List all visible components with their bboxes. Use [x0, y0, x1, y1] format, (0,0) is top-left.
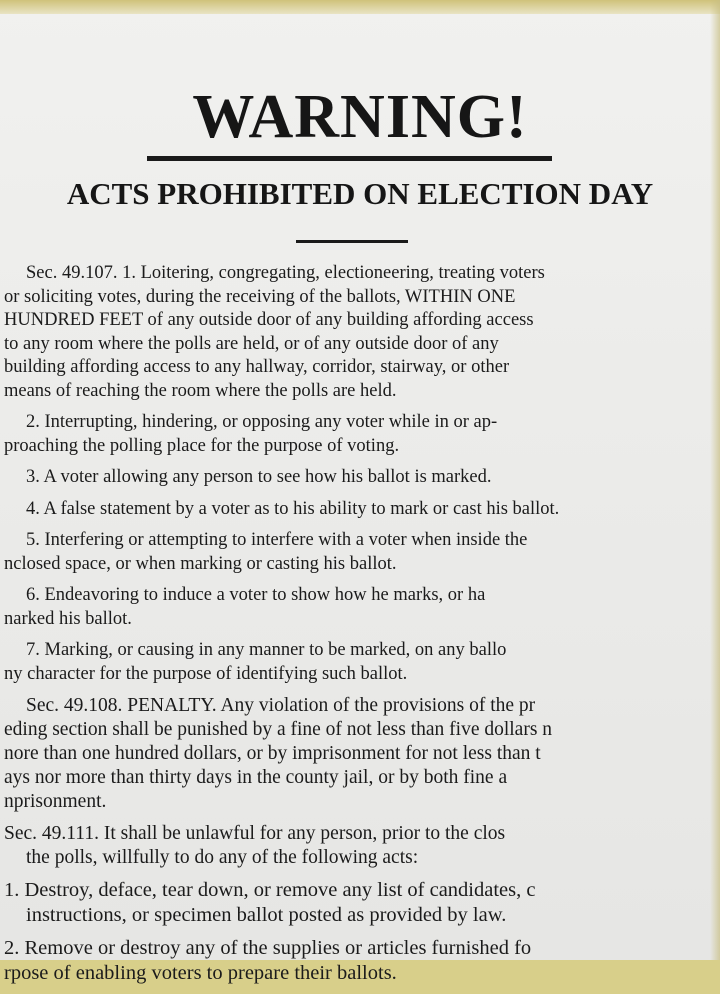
section-49-107-item-5 [4, 529, 720, 576]
statute-text [4, 262, 720, 994]
text-line: rpose of enabling voters to prepare their ballots. [4, 962, 397, 984]
text-line: nprisonment. [4, 791, 107, 812]
poster-title: WARNING! [192, 83, 528, 151]
text-line: means of reaching the room where the polls are held. [4, 380, 397, 401]
text-line: Sec. 49.107. 1. Loitering, congregating, electioneering, treating voters [26, 263, 545, 283]
text-line: ny character for the purpose of identifying such ballot. [4, 663, 408, 684]
text-line: ays nor more than thirty days in the county jail, or by both fine a [4, 767, 508, 788]
text-line: nclosed space, or when marking or casting his ballot. [4, 553, 397, 574]
section-49-111-item-2 [4, 936, 720, 986]
subtitle-divider [296, 240, 408, 243]
title-underline [147, 156, 552, 161]
section-49-111-item-1 [4, 878, 720, 928]
text-line: proaching the polling place for the purpose of voting. [4, 435, 400, 456]
section-49-107-item-2 [4, 411, 720, 458]
section-49-107-item-4 [4, 498, 720, 522]
text-line: 4. A false statement by a voter as to his ability to mark or cast his ballot. [26, 498, 560, 519]
text-line: narked his ballot. [4, 608, 132, 629]
text-line: instructions, or specimen ballot posted as provided by law. [26, 904, 507, 926]
text-line: 1. Destroy, deface, tear down, or remove any list of candidates, c [4, 879, 536, 901]
text-line: 7. Marking, or causing in any manner to be marked, on any ballo [26, 640, 507, 660]
section-49-107-item-6 [4, 584, 720, 631]
text-line: 6. Endeavoring to induce a voter to show how he marks, or ha [26, 585, 486, 605]
text-line: nore than one hundred dollars, or by imprisonment for not less than t [4, 743, 541, 764]
text-line: 2. Interrupting, hindering, or opposing any voter while in or ap- [26, 412, 498, 432]
text-line: HUNDRED FEET of any outside door of any building affording access [4, 310, 534, 330]
text-line: or soliciting votes, during the receiving of the ballots, WITHIN ONE [4, 286, 516, 307]
text-line: eding section shall be punished by a fine of not less than five dollars n [4, 719, 553, 740]
text-line: Sec. 49.111. It shall be unlawful for any person, prior to the clos [4, 823, 506, 844]
section-49-111 [4, 822, 720, 870]
text-line: the polls, willfully to do any of the following acts: [26, 847, 419, 868]
section-49-107-item-3 [4, 466, 720, 490]
poster-top-edge [0, 0, 720, 14]
text-line: 3. A voter allowing any person to see how his ballot is marked. [26, 467, 492, 487]
section-49-107-item-7 [4, 639, 720, 686]
section-49-107-item-1 [4, 262, 720, 403]
text-line: Sec. 49.108. PENALTY. Any violation of the provisions of the pr [26, 695, 536, 716]
text-line: building affording access to any hallway, corridor, stairway, or other [4, 357, 510, 377]
text-line: 5. Interfering or attempting to interfere with a voter when inside the [26, 530, 528, 550]
text-line: to any room where the polls are held, or of any outside door of any [4, 333, 499, 354]
section-49-108-penalty [4, 694, 720, 814]
poster-subtitle: ACTS PROHIBITED ON ELECTION DAY [66, 176, 654, 211]
text-line: 2. Remove or destroy any of the supplies or articles furnished fo [4, 937, 532, 959]
